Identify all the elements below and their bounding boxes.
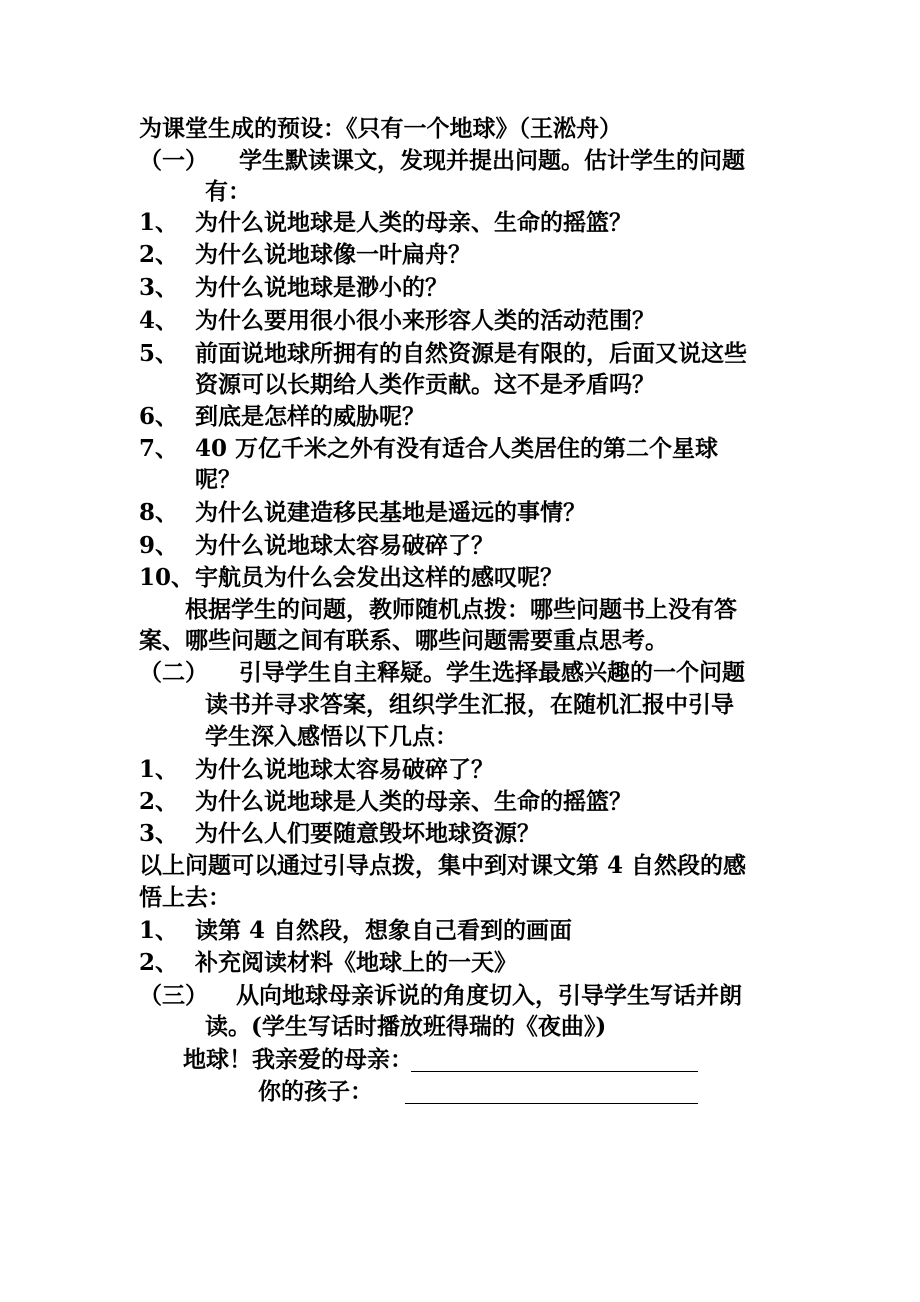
section2-text-line3: 学生深入感悟以下几点： (205, 723, 458, 750)
question-text-cont: 呢？ (195, 466, 241, 493)
section2-text-line1: 引导学生自主释疑。学生选择最感兴趣的一个问题 (239, 659, 745, 686)
question-text: 为什么说地球是人类的母亲、生命的摇篮？ (195, 209, 632, 236)
question-text: 为什么说地球太容易破碎了？ (195, 532, 494, 559)
question-text: 为什么要用很小很小来形容人类的活动范围？ (195, 307, 655, 334)
signature-blank-line[interactable] (405, 1103, 698, 1104)
focus-line2: 悟上去： (139, 884, 231, 911)
question-text: 为什么说地球像一叶扁舟？ (195, 241, 471, 268)
point-number: 1、 (139, 756, 179, 783)
question-number: 4、 (139, 307, 179, 334)
question-text: 到底是怎样的威胁呢？ (195, 403, 425, 430)
question-number: 10、 (139, 564, 195, 591)
section3-text-line2: 读。(学生写话时播放班得瑞的《夜曲》) (205, 1013, 607, 1040)
question-number: 3、 (139, 274, 179, 301)
section3-marker: （三） (139, 982, 208, 1009)
section1-text-line1: 学生默读课文，发现并提出问题。估计学生的问题 (239, 147, 745, 174)
question-number: 1、 (139, 209, 179, 236)
point-text: 为什么说地球是人类的母亲、生命的摇篮？ (195, 788, 632, 815)
section2-marker: （二） (139, 659, 208, 686)
question-number: 9、 (139, 532, 179, 559)
question-text: 宇航员为什么会发出这样的感叹呢？ (195, 564, 563, 591)
point-text: 为什么人们要随意毁坏地球资源？ (195, 820, 540, 847)
step-number: 1、 (139, 917, 179, 944)
focus-line1: 以上问题可以通过引导点拨，集中到对课文第 4 自然段的感 (139, 852, 747, 879)
section3-text-line1: 从向地球母亲诉说的角度切入，引导学生写话并朗 (236, 982, 742, 1009)
step-number: 2、 (139, 949, 179, 976)
point-number: 3、 (139, 820, 179, 847)
question-text-cont: 资源可以长期给人类作贡献。这不是矛盾吗？ (195, 371, 655, 398)
question-number: 2、 (139, 241, 179, 268)
guidance-paragraph-line2: 案、哪些问题之间有联系、哪些问题需要重点思考。 (139, 627, 668, 654)
question-number: 7、 (139, 435, 179, 462)
section1-marker: （一） (139, 147, 208, 174)
page-title: 为课堂生成的预设：《只有一个地球》（王淞舟） (139, 115, 622, 142)
guidance-paragraph-line1: 根据学生的问题，教师随机点拨：哪些问题书上没有答 (185, 596, 737, 623)
writing-blank-line[interactable] (411, 1071, 698, 1072)
question-number: 6、 (139, 403, 179, 430)
section2-text-line2: 读书并寻求答案，组织学生汇报，在随机汇报中引导 (205, 691, 734, 718)
question-number: 8、 (139, 499, 179, 526)
question-number: 5、 (139, 340, 179, 367)
point-number: 2、 (139, 788, 179, 815)
question-text: 前面说地球所拥有的自然资源是有限的，后面又说这些 (195, 340, 747, 367)
question-text: 40 万亿千米之外有没有适合人类居住的第二个星球 (195, 435, 719, 462)
question-text: 为什么说地球是渺小的？ (195, 274, 448, 301)
question-text: 为什么说建造移民基地是遥远的事情？ (195, 499, 586, 526)
signature-label: 你的孩子： (258, 1078, 373, 1105)
step-text: 读第 4 自然段，想象自己看到的画面 (195, 917, 573, 944)
writing-prompt-label: 地球！我亲爱的母亲： (183, 1046, 413, 1073)
section1-text-line2: 有： (205, 178, 251, 205)
step-text: 补充阅读材料《地球上的一天》 (195, 949, 517, 976)
point-text: 为什么说地球太容易破碎了？ (195, 756, 494, 783)
